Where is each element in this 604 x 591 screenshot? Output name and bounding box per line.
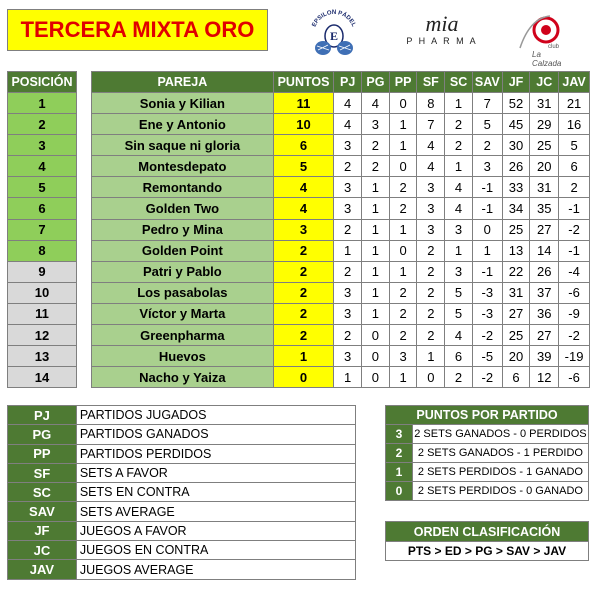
legend-description: PARTIDOS JUGADOS (76, 406, 355, 425)
pp-cell: 2 (389, 198, 417, 219)
sav-cell: -1 (472, 261, 502, 282)
jf-cell: 26 (502, 156, 530, 177)
pg-cell: 0 (362, 367, 390, 388)
legend-description: PARTIDOS PERDIDOS (76, 444, 355, 463)
points-rule-value: 1 (386, 463, 413, 482)
legend-row (8, 483, 356, 502)
legend-description: SETS EN CONTRA (76, 483, 355, 502)
puntos-cell: 2 (273, 282, 334, 303)
position-row (8, 303, 77, 324)
jav-cell: 2 (559, 177, 590, 198)
position-cell: 8 (8, 240, 77, 261)
epsilon-logo-text: EPSILON PÁDEL (311, 10, 357, 28)
jc-cell: 35 (530, 198, 559, 219)
sf-cell: 3 (417, 219, 445, 240)
jav-cell: 5 (559, 135, 590, 156)
pp-cell: 3 (389, 346, 417, 367)
jav-cell: -1 (559, 198, 590, 219)
legend-description: SETS A FAVOR (76, 463, 355, 482)
points-rule-value: 3 (386, 425, 413, 444)
pj-cell: 3 (334, 135, 362, 156)
points-rule-row (386, 425, 589, 444)
legend-description: PARTIDOS GANADOS (76, 425, 355, 444)
table-row (92, 93, 590, 114)
puntos-cell: 10 (273, 114, 334, 135)
jav-cell: -6 (559, 367, 590, 388)
points-rule-row (386, 482, 589, 501)
position-cell: 4 (8, 156, 77, 177)
legend-description: JUEGOS EN CONTRA (76, 541, 355, 560)
sav-cell: -1 (472, 198, 502, 219)
table-row (92, 261, 590, 282)
pareja-cell: Remontando (92, 177, 274, 198)
pj-cell: 2 (334, 325, 362, 346)
sc-cell: 3 (445, 219, 473, 240)
pg-cell: 4 (362, 93, 390, 114)
pg-cell: 2 (362, 135, 390, 156)
jav-cell: 6 (559, 156, 590, 177)
sav-cell: 1 (472, 240, 502, 261)
sf-cell: 0 (417, 367, 445, 388)
jc-cell: 20 (530, 156, 559, 177)
pp-cell: 1 (389, 219, 417, 240)
sav-cell: -5 (472, 346, 502, 367)
legend-row (8, 560, 356, 579)
sc-cell: 2 (445, 135, 473, 156)
position-row (8, 177, 77, 198)
sav-cell: 5 (472, 114, 502, 135)
jf-cell: 34 (502, 198, 530, 219)
position-row (8, 346, 77, 367)
position-row (8, 135, 77, 156)
jc-cell: 31 (530, 93, 559, 114)
sc-cell: 4 (445, 325, 473, 346)
puntos-cell: 11 (273, 93, 334, 114)
position-row (8, 114, 77, 135)
pareja-cell: Huevos (92, 346, 274, 367)
sc-cell: 5 (445, 303, 473, 324)
legend-row (8, 444, 356, 463)
pj-cell: 4 (334, 114, 362, 135)
la-calzada-logo (510, 8, 572, 68)
legend-code: SAV (8, 502, 77, 521)
column-header-pg: PG (362, 72, 390, 93)
puntos-cell: 2 (273, 325, 334, 346)
position-cell: 13 (8, 346, 77, 367)
pp-cell: 0 (389, 93, 417, 114)
sav-cell: -3 (472, 303, 502, 324)
jav-cell: 16 (559, 114, 590, 135)
jc-cell: 36 (530, 303, 559, 324)
legend-row (8, 425, 356, 444)
sf-cell: 7 (417, 114, 445, 135)
jf-cell: 20 (502, 346, 530, 367)
jav-cell: -2 (559, 219, 590, 240)
puntos-cell: 5 (273, 156, 334, 177)
legend-code: JC (8, 541, 77, 560)
standings-table (91, 71, 590, 388)
sav-cell: 7 (472, 93, 502, 114)
sc-cell: 4 (445, 198, 473, 219)
points-rule-row (386, 463, 589, 482)
position-row (8, 219, 77, 240)
table-row (92, 156, 590, 177)
points-rule-description: 2 SETS GANADOS - 1 PERDIDO (412, 444, 588, 463)
jf-cell: 27 (502, 303, 530, 324)
pareja-cell: Los pasabolas (92, 282, 274, 303)
legend-description: SETS AVERAGE (76, 502, 355, 521)
table-row (92, 219, 590, 240)
pareja-cell: Golden Point (92, 240, 274, 261)
jav-cell: -9 (559, 303, 590, 324)
table-row (92, 240, 590, 261)
position-row (8, 93, 77, 114)
legend-code: JF (8, 521, 77, 540)
legend-code: PJ (8, 406, 77, 425)
pg-cell: 1 (362, 303, 390, 324)
jf-cell: 22 (502, 261, 530, 282)
puntos-cell: 1 (273, 346, 334, 367)
sav-cell: -2 (472, 367, 502, 388)
sav-cell: -2 (472, 325, 502, 346)
jc-cell: 39 (530, 346, 559, 367)
mia-pharma-logo (396, 12, 488, 52)
pg-cell: 1 (362, 240, 390, 261)
pp-cell: 1 (389, 367, 417, 388)
sf-cell: 1 (417, 346, 445, 367)
sf-cell: 3 (417, 198, 445, 219)
column-header-pp: PP (389, 72, 417, 93)
pg-cell: 1 (362, 261, 390, 282)
pp-cell: 0 (389, 240, 417, 261)
sf-cell: 2 (417, 325, 445, 346)
pj-cell: 3 (334, 177, 362, 198)
pp-cell: 1 (389, 261, 417, 282)
legend-description: JUEGOS AVERAGE (76, 560, 355, 579)
jc-cell: 31 (530, 177, 559, 198)
ranking-order-table (385, 521, 589, 561)
position-row (8, 282, 77, 303)
position-row (8, 367, 77, 388)
mia-logo-sub: P H A R M A (406, 36, 478, 46)
jav-cell: -4 (559, 261, 590, 282)
legend-row (8, 502, 356, 521)
ranking-order-title: ORDEN CLASIFICACIÓN (386, 522, 589, 542)
sf-cell: 2 (417, 282, 445, 303)
pj-cell: 3 (334, 282, 362, 303)
position-cell: 10 (8, 282, 77, 303)
position-cell: 3 (8, 135, 77, 156)
position-cell: 9 (8, 261, 77, 282)
table-row (92, 282, 590, 303)
column-header-pareja: PAREJA (92, 72, 274, 93)
jc-cell: 27 (530, 325, 559, 346)
table-row (92, 114, 590, 135)
legend-row (8, 541, 356, 560)
position-cell: 7 (8, 219, 77, 240)
jav-cell: -1 (559, 240, 590, 261)
puntos-cell: 4 (273, 198, 334, 219)
table-row (92, 346, 590, 367)
sf-cell: 2 (417, 303, 445, 324)
position-cell: 1 (8, 93, 77, 114)
sf-cell: 2 (417, 261, 445, 282)
position-table (7, 71, 77, 388)
pj-cell: 1 (334, 240, 362, 261)
position-row (8, 198, 77, 219)
pareja-cell: Víctor y Marta (92, 303, 274, 324)
sav-cell: 2 (472, 135, 502, 156)
sc-cell: 1 (445, 240, 473, 261)
jf-cell: 13 (502, 240, 530, 261)
sf-cell: 3 (417, 177, 445, 198)
position-cell: 14 (8, 367, 77, 388)
jf-cell: 30 (502, 135, 530, 156)
sf-cell: 4 (417, 135, 445, 156)
pp-cell: 2 (389, 282, 417, 303)
jf-cell: 45 (502, 114, 530, 135)
pj-cell: 4 (334, 93, 362, 114)
pareja-cell: Patri y Pablo (92, 261, 274, 282)
page-title: TERCERA MIXTA ORO (7, 9, 268, 51)
legend-row (8, 521, 356, 540)
pg-cell: 1 (362, 177, 390, 198)
position-row (8, 156, 77, 177)
jc-cell: 26 (530, 261, 559, 282)
pp-cell: 1 (389, 114, 417, 135)
calzada-logo-name: La Calzada (532, 50, 562, 68)
puntos-cell: 2 (273, 303, 334, 324)
jf-cell: 31 (502, 282, 530, 303)
pareja-cell: Montesdepato (92, 156, 274, 177)
table-row (92, 198, 590, 219)
sav-cell: -1 (472, 177, 502, 198)
pp-cell: 2 (389, 303, 417, 324)
pg-cell: 0 (362, 346, 390, 367)
column-header-sav: SAV (472, 72, 502, 93)
puntos-cell: 3 (273, 219, 334, 240)
position-cell: 5 (8, 177, 77, 198)
legend-code: PP (8, 444, 77, 463)
pj-cell: 2 (334, 261, 362, 282)
points-per-match-table (385, 405, 589, 501)
pareja-cell: Greenpharma (92, 325, 274, 346)
sf-cell: 2 (417, 240, 445, 261)
column-header-pj: PJ (334, 72, 362, 93)
pj-cell: 1 (334, 367, 362, 388)
table-row (92, 367, 590, 388)
position-cell: 2 (8, 114, 77, 135)
jf-cell: 6 (502, 367, 530, 388)
jc-cell: 14 (530, 240, 559, 261)
pg-cell: 1 (362, 219, 390, 240)
sc-cell: 1 (445, 156, 473, 177)
points-rule-value: 0 (386, 482, 413, 501)
position-cell: 11 (8, 303, 77, 324)
points-rule-row (386, 444, 589, 463)
legend-row (8, 406, 356, 425)
position-row (8, 261, 77, 282)
calzada-logo-club: club (548, 44, 560, 50)
points-rule-description: 2 SETS PERDIDOS - 1 GANADO (412, 463, 588, 482)
jav-cell: -6 (559, 282, 590, 303)
sf-cell: 8 (417, 93, 445, 114)
epsilon-logo-letter: E (329, 29, 339, 43)
sav-cell: 3 (472, 156, 502, 177)
pg-cell: 2 (362, 156, 390, 177)
points-rule-value: 2 (386, 444, 413, 463)
puntos-cell: 6 (273, 135, 334, 156)
jf-cell: 25 (502, 219, 530, 240)
jc-cell: 27 (530, 219, 559, 240)
pareja-cell: Ene y Antonio (92, 114, 274, 135)
points-per-match-title: PUNTOS POR PARTIDO (386, 406, 589, 425)
legend-row (8, 463, 356, 482)
jf-cell: 25 (502, 325, 530, 346)
pp-cell: 2 (389, 325, 417, 346)
jf-cell: 33 (502, 177, 530, 198)
pj-cell: 3 (334, 303, 362, 324)
puntos-cell: 4 (273, 177, 334, 198)
pg-cell: 3 (362, 114, 390, 135)
sav-cell: -3 (472, 282, 502, 303)
pareja-cell: Sonia y Kilian (92, 93, 274, 114)
table-row (92, 177, 590, 198)
jav-cell: -2 (559, 325, 590, 346)
position-header: POSICIÓN (8, 72, 77, 93)
sc-cell: 3 (445, 261, 473, 282)
legend-table (7, 405, 356, 580)
points-rule-description: 2 SETS GANADOS - 0 PERDIDOS (412, 425, 588, 444)
pj-cell: 3 (334, 198, 362, 219)
pj-cell: 2 (334, 219, 362, 240)
jc-cell: 25 (530, 135, 559, 156)
sf-cell: 4 (417, 156, 445, 177)
position-row (8, 240, 77, 261)
pareja-cell: Golden Two (92, 198, 274, 219)
pareja-cell: Sin saque ni gloria (92, 135, 274, 156)
legend-description: JUEGOS A FAVOR (76, 521, 355, 540)
pp-cell: 0 (389, 156, 417, 177)
sav-cell: 0 (472, 219, 502, 240)
column-header-jf: JF (502, 72, 530, 93)
jc-cell: 37 (530, 282, 559, 303)
pg-cell: 0 (362, 325, 390, 346)
position-cell: 6 (8, 198, 77, 219)
jc-cell: 29 (530, 114, 559, 135)
column-header-jav: JAV (559, 72, 590, 93)
sc-cell: 2 (445, 114, 473, 135)
sc-cell: 2 (445, 367, 473, 388)
column-header-sf: SF (417, 72, 445, 93)
sc-cell: 4 (445, 177, 473, 198)
epsilon-padel-logo (306, 8, 362, 58)
legend-code: JAV (8, 560, 77, 579)
column-header-puntos: PUNTOS (273, 72, 334, 93)
legend-code: PG (8, 425, 77, 444)
pp-cell: 1 (389, 135, 417, 156)
puntos-cell: 2 (273, 261, 334, 282)
puntos-cell: 2 (273, 240, 334, 261)
legend-code: SC (8, 483, 77, 502)
pg-cell: 1 (362, 282, 390, 303)
sc-cell: 5 (445, 282, 473, 303)
mia-logo-script: mia (425, 11, 459, 36)
ranking-order-value: PTS > ED > PG > SAV > JAV (386, 542, 589, 561)
column-header-sc: SC (445, 72, 473, 93)
pareja-cell: Nacho y Yaiza (92, 367, 274, 388)
pp-cell: 2 (389, 177, 417, 198)
table-row (92, 325, 590, 346)
jav-cell: -19 (559, 346, 590, 367)
position-row (8, 325, 77, 346)
sc-cell: 1 (445, 93, 473, 114)
sc-cell: 6 (445, 346, 473, 367)
position-cell: 12 (8, 325, 77, 346)
jc-cell: 12 (530, 367, 559, 388)
puntos-cell: 0 (273, 367, 334, 388)
pg-cell: 1 (362, 198, 390, 219)
pareja-cell: Pedro y Mina (92, 219, 274, 240)
legend-code: SF (8, 463, 77, 482)
table-row (92, 135, 590, 156)
table-row (92, 303, 590, 324)
pj-cell: 3 (334, 346, 362, 367)
column-header-jc: JC (530, 72, 559, 93)
points-rule-description: 2 SETS PERDIDOS - 0 GANADO (412, 482, 588, 501)
jav-cell: 21 (559, 93, 590, 114)
jf-cell: 52 (502, 93, 530, 114)
pj-cell: 2 (334, 156, 362, 177)
